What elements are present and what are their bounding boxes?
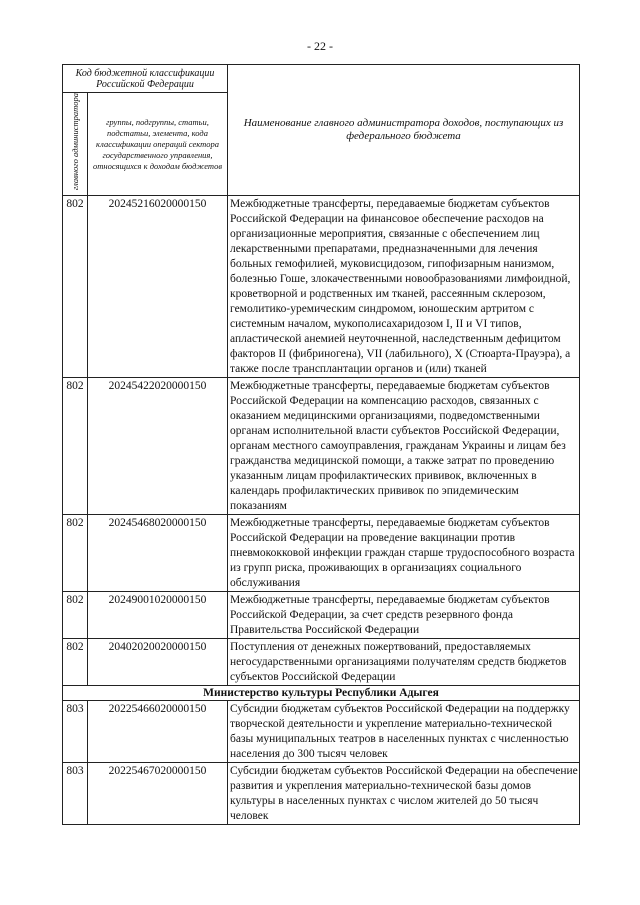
revenue-name: Субсидии бюджетам субъектов Российской Федерации на поддержку творческой деятельности и укрепление материально-технической базы муниципальных театров в населенных пунктах с численностью населения до 300 тысяч человек [228, 701, 580, 763]
revenue-code: 20245422020000150 [88, 378, 228, 515]
table-row [63, 639, 580, 686]
admin-header-cell [63, 93, 88, 196]
admin-code: 802 [63, 592, 88, 639]
page-number: - 22 - [307, 39, 333, 53]
admin-code: 802 [63, 378, 88, 515]
revenue-name: Межбюджетные трансферты, передаваемые бюджетам субъектов Российской Федерации, за счет средств резервного фонда Правительства Российской Федерации [228, 592, 580, 639]
table-row [63, 515, 580, 592]
admin-code: 802 [63, 196, 88, 378]
revenue-code: 20225467020000150 [88, 763, 228, 825]
section-row [63, 686, 580, 701]
revenue-name: Межбюджетные трансферты, передаваемые бюджетам субъектов Российской Федерации на компенсацию расходов, связанных с оказанием медицинскими организациями, подведомственными органам исполнительной власти субъектов Российской Федерации, органам местного самоуправления, гражданам Украины и лицам без гражданства медицинской помощи, а также затрат по проведению указанным лицам профилактических прививок, включенных в календарь профилактических прививок по эпидемическим показаниям [228, 378, 580, 515]
revenue-name: Межбюджетные трансферты, передаваемые бюджетам субъектов Российской Федерации на проведение вакцинации против пневмококковой инфекции граждан старше трудоспособного возраста из групп риска, проживающих в организациях социального обслуживания [228, 515, 580, 592]
revenue-name: Межбюджетные трансферты, передаваемые бюджетам субъектов Российской Федерации на финансовое обеспечение расходов на организационные мероприятия, связанные с обеспечением лиц лекарственными препаратами, предназначенными для лечения больных гемофилией, муковисцидозом, гипофизарным нанизмом, болезнью Гоше, злокачественными новообразованиями лимфоидной, кроветворной и родственных им тканей, рассеянным склерозом, гемолитико-уремическим синдромом, юношеским артритом с системным началом, мукополисахаридозом I, II и VI типов, апластической анемией неуточненной, наследственным дефицитом факторов II (фибриногена), VII (лабильного), X (Стюарта-Прауэра), а также после трансплантации органов и (или) тканей [228, 196, 580, 378]
budget-classification-table [62, 64, 580, 825]
revenue-name: Поступления от денежных пожертвований, предоставляемых негосударственными организациями получателям средств бюджетов субъектов Российской Федерации [228, 639, 580, 686]
name-header: Наименование главного администратора доходов, поступающих из федерального бюджета [228, 65, 580, 196]
revenue-code: 20225466020000150 [88, 701, 228, 763]
revenue-name: Субсидии бюджетам субъектов Российской Федерации на обеспечение развития и укрепления материально-технической базы домов культуры в населенных пунктах с числом жителей до 50 тысяч человек [228, 763, 580, 825]
header-row-top [63, 65, 580, 93]
table-row [63, 592, 580, 639]
admin-code: 803 [63, 701, 88, 763]
admin-code: 802 [63, 639, 88, 686]
revenue-code: 20402020020000150 [88, 639, 228, 686]
table-row [63, 701, 580, 763]
table-row [63, 763, 580, 825]
admin-code: 803 [63, 763, 88, 825]
revenue-code: 20245216020000150 [88, 196, 228, 378]
admin-header: главного администратора [70, 93, 80, 191]
revenue-code: 20245468020000150 [88, 515, 228, 592]
classification-header: Код бюджетной классификации Российской Федерации [63, 65, 228, 93]
section-title: Министерство культуры Республики Адыгея [63, 686, 580, 701]
admin-code: 802 [63, 515, 88, 592]
table-row [63, 378, 580, 515]
revenue-code: 20249001020000150 [88, 592, 228, 639]
codes-header: группы, подгруппы, статьи, подстатьи, элемента, кода классификации операций сектора государственного управления, относящихся к доходам бюджетов [88, 93, 228, 196]
table-row [63, 196, 580, 378]
